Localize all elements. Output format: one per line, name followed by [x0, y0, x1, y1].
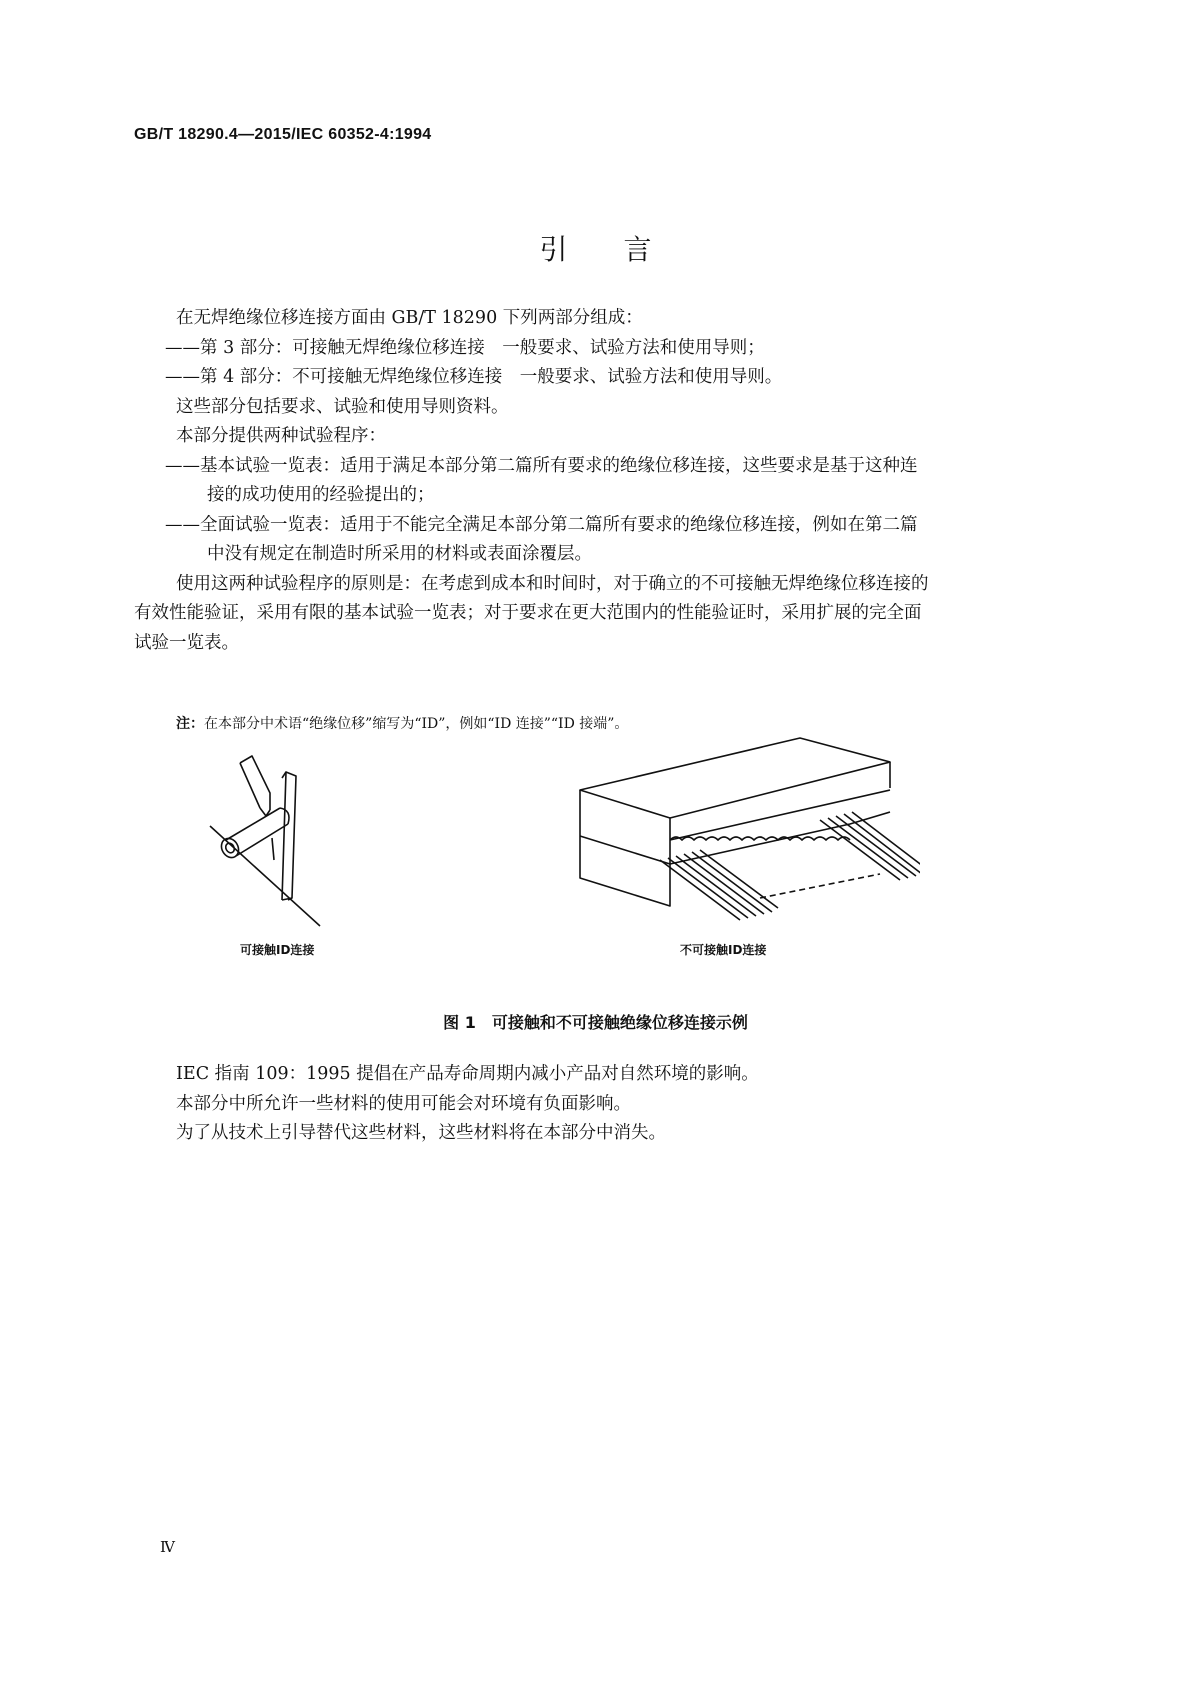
note-text: 在本部分中术语“绝缘位移”缩写为“ID”，例如“ID 连接”“ID 接端”。: [204, 716, 629, 732]
closing-line: 为了从技术上引导替代这些材料，这些材料将在本部分中消失。: [176, 1123, 666, 1143]
title-char-2: 言: [623, 233, 652, 266]
intro-line: 本部分提供两种试验程序：: [176, 426, 386, 446]
non-accessible-id-illustration: [560, 728, 920, 928]
list-item-continuation: 接的成功使用的经验提出的；: [207, 485, 435, 505]
document-code: GB/T 18290.4—2015/IEC 60352-4:1994: [134, 126, 432, 143]
list-item-continuation: 中没有规定在制造时所采用的材料或表面涂覆层。: [207, 544, 592, 564]
paragraph-line: 使用这两种试验程序的原则是：在考虑到成本和时间时，对于确立的不可接触无焊绝缘位移连接的: [176, 573, 929, 594]
intro-section: [134, 304, 1061, 658]
page-number: Ⅳ: [160, 1538, 175, 1556]
accessible-id-illustration: [200, 748, 340, 928]
title-char-1: 引: [539, 233, 568, 266]
paragraph-line: 试验一览表。: [134, 632, 239, 653]
list-item: ——基本试验一览表：适用于满足本部分第二篇所有要求的绝缘位移连接，这些要求是基于这种连: [165, 455, 918, 476]
page-title: [0, 228, 1191, 268]
paragraph-line: 有效性能验证，采用有限的基本试验一览表；对于要求在更大范围内的性能验证时，采用扩展的完全面: [134, 603, 922, 623]
figure-label-non-accessible: 不可接触ID连接: [680, 943, 767, 957]
closing-line: 本部分中所允许一些材料的使用可能会对环境有负面影响。: [176, 1093, 631, 1114]
figure-label-accessible: 可接触ID连接: [240, 943, 315, 957]
closing-section: [176, 1060, 759, 1149]
closing-line: IEC 指南 109：1995 提倡在产品寿命周期内减小产品对自然环境的影响。: [176, 1064, 759, 1084]
figure-caption: 图 1 可接触和不可接触绝缘位移连接示例: [443, 1013, 748, 1032]
intro-line: 在无焊绝缘位移连接方面由 GB/T 18290 下列两部分组成：: [176, 308, 643, 328]
list-item: ——第 3 部分：可接触无焊绝缘位移连接 一般要求、试验方法和使用导则；: [165, 337, 765, 358]
list-item: ——全面试验一览表：适用于不能完全满足本部分第二篇所有要求的绝缘位移连接，例如在第二篇: [165, 514, 918, 535]
intro-line: 这些部分包括要求、试验和使用导则资料。: [176, 396, 509, 417]
note-label: 注：: [176, 716, 204, 732]
list-item: ——第 4 部分：不可接触无焊绝缘位移连接 一般要求、试验方法和使用导则。: [165, 367, 783, 387]
